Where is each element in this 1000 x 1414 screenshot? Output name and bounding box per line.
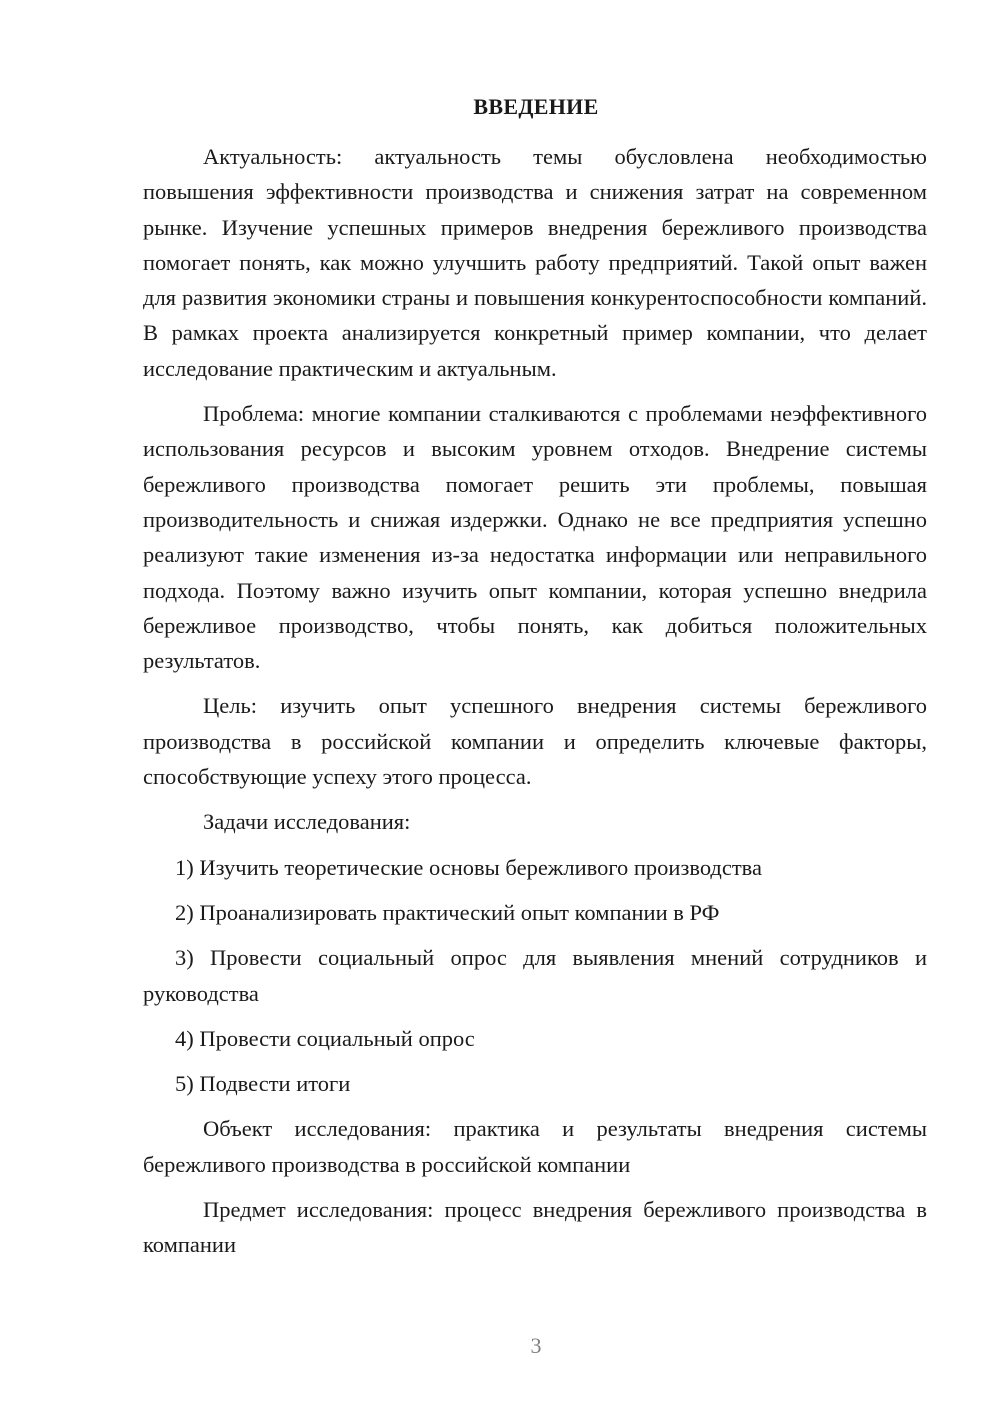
- tasks-heading: Задачи исследования:: [203, 809, 411, 835]
- task-item: 1) Изучить теоретические основы бережливого производства: [175, 854, 762, 880]
- page-number: 3: [530, 1333, 542, 1358]
- task-item: 3) Провести социальный опрос для выявления мнений сотрудников и руководства: [143, 945, 927, 1006]
- document-body: [143, 139, 927, 1273]
- problem-paragraph: Проблема: многие компании сталкиваются с проблемами неэффективного использования ресурсов и высоким уровнем отходов. Внедрение системы бережливого производства помогает решить эти проблемы, повышая производительность и снижая издержки. Однако не все предприятия успешно реализуют такие изменения из-за недостатка информации или неправильного подхода. Поэтому важно изучить опыт компании, которая успешно внедрила бережливое производство, чтобы понять, как добиться положительных результатов.: [143, 401, 927, 674]
- subject-paragraph: Предмет исследования: процесс внедрения бережливого производства в компании: [143, 1197, 927, 1258]
- task-item: 4) Провести социальный опрос: [175, 1025, 475, 1051]
- object-paragraph: Объект исследования: практика и результаты внедрения системы бережливого производства в российской компании: [143, 1116, 927, 1177]
- relevance-paragraph: Актуальность: актуальность темы обусловлена необходимостью повышения эффективности производства и снижения затрат на современном рынке. Изучение успешных примеров внедрения бережливого производства помогает понять, как можно улучшить работу предприятий. Такой опыт важен для развития экономики страны и повышения конкурентоспособности компаний. В рамках проекта анализируется конкретный пример компании, что делает исследование практическим и актуальным.: [143, 144, 927, 381]
- page-title: ВВЕДЕНИЕ: [473, 94, 599, 119]
- task-item: 5) Подвести итоги: [175, 1071, 351, 1097]
- goal-paragraph: Цель: изучить опыт успешного внедрения системы бережливого производства в российской компании и определить ключевые факторы, способствующие успеху этого процесса.: [143, 693, 927, 790]
- task-item: 2) Проанализировать практический опыт компании в РФ: [175, 899, 720, 925]
